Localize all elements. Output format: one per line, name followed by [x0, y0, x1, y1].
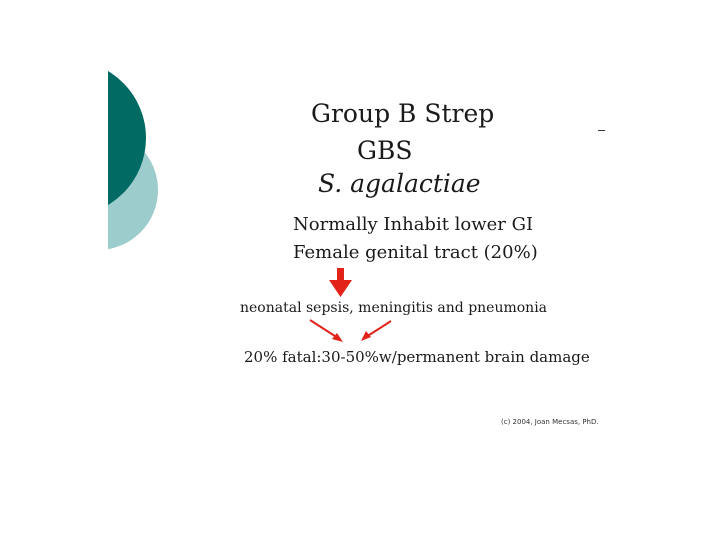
down-arrow-icon	[329, 268, 352, 297]
body-line-genital-tract: Female genital tract (20%)	[293, 242, 538, 263]
body-line-habitat: Normally Inhabit lower GI	[293, 214, 534, 235]
left-converging-arrow-icon	[310, 320, 343, 342]
slide-species-name: S. agalactiae	[318, 169, 481, 198]
copyright-text: (c) 2004, Joan Mecsas, PhD.	[501, 418, 599, 426]
body-line-fatality: 20% fatal:30-50%w/permanent brain damage	[244, 348, 590, 366]
small-tick-mark	[598, 130, 605, 131]
slide-subtitle: GBS	[357, 136, 413, 165]
slide-title: Group B Strep	[311, 99, 495, 128]
right-converging-arrow-icon	[361, 321, 391, 341]
body-line-diseases: neonatal sepsis, meningitis and pneumonia	[240, 300, 548, 316]
